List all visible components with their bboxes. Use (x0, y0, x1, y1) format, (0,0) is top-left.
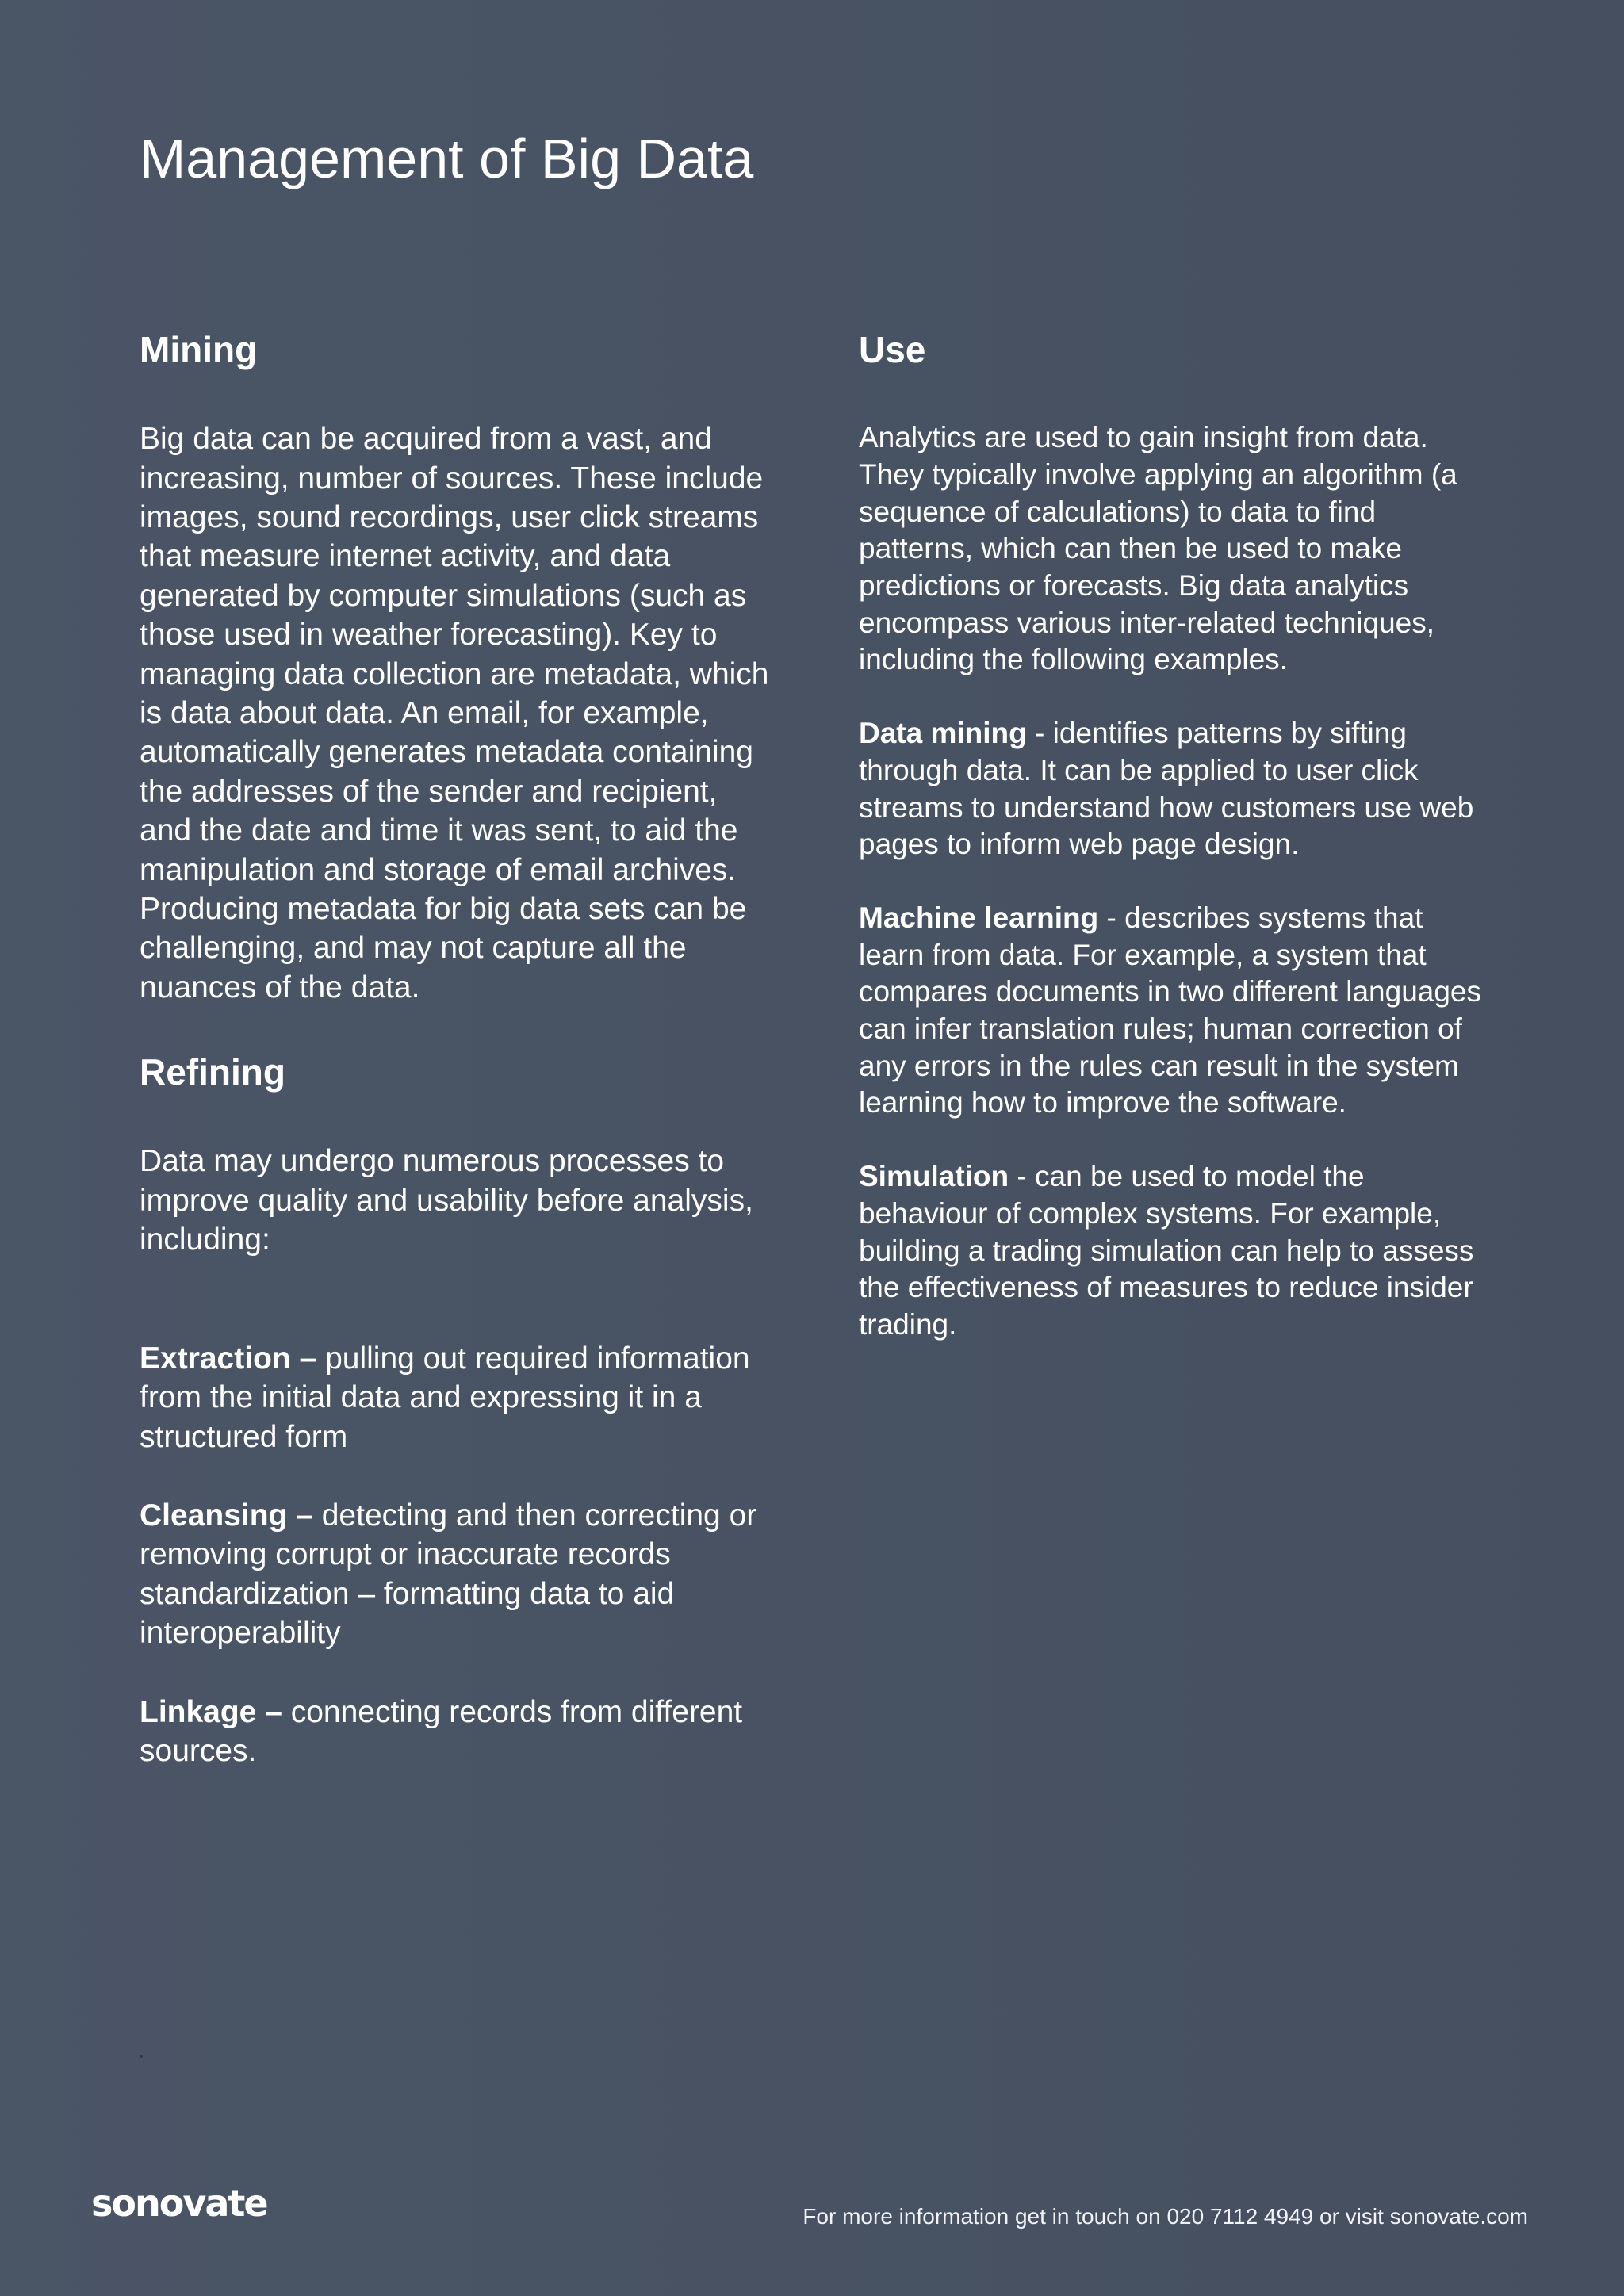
term-description: - identifies patterns by sifting through data. It can be applied to user click streams to understand how customers use web pages to inform web page design. (859, 717, 1474, 861)
refining-heading: Refining (140, 1051, 285, 1093)
right-column (859, 325, 1493, 1344)
page-title: Management of Big Data (140, 128, 754, 189)
use-item-data-mining (859, 715, 1493, 863)
term-label: Cleansing – (140, 1498, 313, 1533)
mining-paragraph: Big data can be acquired from a vast, and increasing, number of sources. These include images, sound recordings, user click streams that measure internet activity, and data generated by computer simulations (such as those used in weather forecasting). Key to managing data collection are metadata, which is data about data. An email, for example, automatically generates metadata containing the addresses of the sender and recipient, and the date and time it was sent, to aid the manipulation and storage of email archives. Producing metadata for big data sets can be challenging, and may not capture all the nuances of the data. (140, 422, 769, 1004)
term-label: Data mining (859, 717, 1027, 750)
term-description: connecting records from different sources. (140, 1694, 743, 1768)
mining-heading: Mining (140, 329, 258, 370)
use-intro-paragraph: Analytics are used to gain insight from data. They typically involve applying an algorithm (a sequence of calculations) to data to find patterns, which can then be used to make predictions or forecasts. Big data analytics encompass various inter-related techniques, including the following examples. (859, 421, 1457, 676)
use-heading: Use (859, 329, 926, 370)
footer-contact-info: For more information get in touch on 020 7112 4949 or visit sonovate.com (802, 2204, 1528, 2229)
term-label: Linkage – (140, 1694, 282, 1729)
term-label: Simulation (859, 1160, 1009, 1193)
refining-item-cleansing (140, 1496, 774, 1653)
term-label: Machine learning (859, 901, 1099, 934)
term-description: - describes systems that learn from data. For example, a system that compares documents in two different languages can infer translation rules; human correction of any errors in the rules can result in the system learning how to improve the software. (859, 901, 1482, 1119)
use-item-simulation (859, 1158, 1493, 1344)
refining-intro-paragraph: Data may undergo numerous processes to improve quality and usability before analysis, including: (140, 1144, 753, 1257)
stray-dot (140, 2055, 143, 2058)
term-description: pulling out required information from the initial data and expressing it in a structured form (140, 1341, 750, 1454)
term-description: detecting and then correcting or removing corrupt or inaccurate records standardization – formatting data to aid interoperability (140, 1498, 757, 1651)
refining-item-linkage (140, 1693, 774, 1771)
term-description: - can be used to model the behaviour of complex systems. For example, building a trading simulation can help to assess the effectiveness of measures to reduce insider trading. (859, 1160, 1474, 1341)
left-column (140, 325, 774, 1770)
term-label: Extraction – (140, 1341, 317, 1376)
use-item-machine-learning (859, 900, 1493, 1122)
refining-item-extraction (140, 1339, 774, 1456)
sonovate-logo: sonovate (91, 2182, 267, 2225)
